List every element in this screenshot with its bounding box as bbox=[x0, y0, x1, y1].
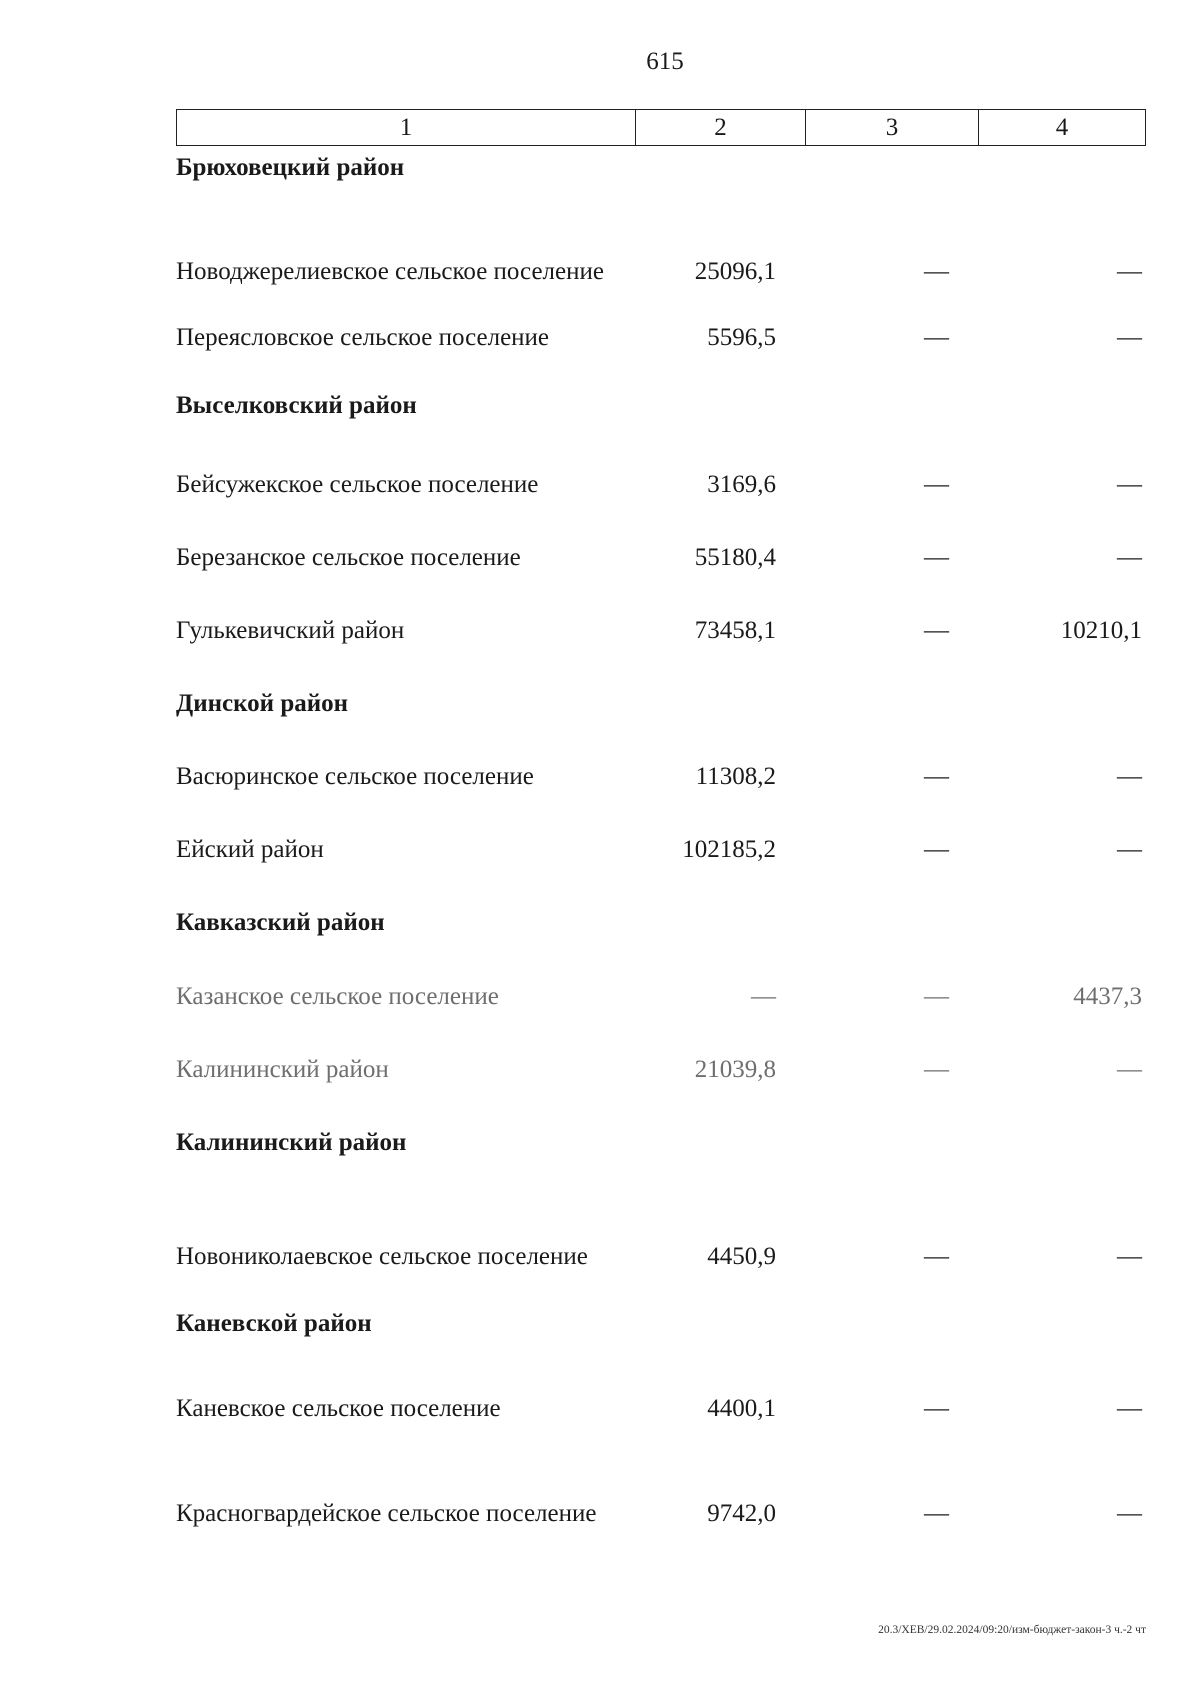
row-name: Новониколаевское сельское поселение bbox=[176, 1243, 588, 1270]
row-value-col4: — bbox=[1117, 324, 1142, 351]
row-value-col3: — bbox=[924, 1243, 949, 1270]
row-value-col2: 55180,4 bbox=[694, 544, 776, 571]
row-name: Новоджерелиевское сельское поселение bbox=[176, 258, 604, 285]
row-value-col4: — bbox=[1117, 1056, 1142, 1083]
table-row bbox=[176, 1466, 1146, 1530]
row-value-col3: — bbox=[924, 324, 949, 351]
table-row bbox=[176, 834, 1146, 866]
row-name: Красногвардейское сельское поселение bbox=[176, 1500, 597, 1527]
table-row bbox=[176, 542, 1146, 574]
row-value-col2: 5596,5 bbox=[707, 324, 776, 351]
row-value-col3: — bbox=[924, 471, 949, 498]
row-name: Гулькевичский район bbox=[176, 617, 405, 644]
district-heading: Динской район bbox=[176, 690, 349, 717]
row-name: Ейский район bbox=[176, 836, 324, 863]
district-heading: Калининский район bbox=[176, 1129, 407, 1156]
row-value-col2: 9742,0 bbox=[707, 1500, 776, 1527]
table-row bbox=[176, 224, 1146, 288]
district-heading: Выселковский район bbox=[176, 392, 417, 419]
column-header-3: 3 bbox=[805, 110, 978, 145]
row-name: Березанское сельское поселение bbox=[176, 544, 521, 571]
district-heading: Кавказский район bbox=[176, 909, 385, 936]
row-value-col2: 73458,1 bbox=[694, 617, 776, 644]
district-heading: Каневской район bbox=[176, 1310, 372, 1337]
row-name: Переясловское сельское поселение bbox=[176, 324, 550, 351]
row-value-col2: 4400,1 bbox=[707, 1395, 776, 1422]
row-value-col4: — bbox=[1117, 258, 1142, 285]
row-value-col4: — bbox=[1117, 1243, 1142, 1270]
table-row bbox=[176, 615, 1146, 647]
row-value-col4: — bbox=[1117, 763, 1142, 790]
row-value-col2: 102185,2 bbox=[682, 836, 776, 863]
row-name: Казанское сельское поселение bbox=[176, 983, 499, 1010]
row-value-col4: — bbox=[1117, 471, 1142, 498]
table-row bbox=[176, 469, 1146, 501]
row-value-col2: 21039,8 bbox=[694, 1056, 776, 1083]
table-row bbox=[176, 1393, 1146, 1425]
row-value-col4: — bbox=[1117, 836, 1142, 863]
table-row bbox=[176, 322, 1146, 354]
row-value-col3: — bbox=[924, 763, 949, 790]
row-value-col2: — bbox=[751, 983, 776, 1010]
table-row bbox=[176, 1209, 1146, 1273]
row-value-col3: — bbox=[924, 983, 949, 1010]
column-header-2: 2 bbox=[635, 110, 805, 145]
row-value-col4: — bbox=[1117, 1500, 1142, 1527]
row-value-col4: 10210,1 bbox=[1060, 617, 1142, 644]
table-row bbox=[176, 981, 1146, 1013]
column-header-1: 1 bbox=[399, 113, 413, 141]
row-name: Васюринское сельское поселение bbox=[176, 763, 534, 790]
row-name: Бейсужекское сельское поселение bbox=[176, 471, 539, 498]
row-value-col2: 3169,6 bbox=[707, 471, 776, 498]
row-value-col3: — bbox=[924, 1395, 949, 1422]
row-value-col3: — bbox=[924, 617, 949, 644]
row-value-col3: — bbox=[924, 258, 949, 285]
row-value-col3: — bbox=[924, 836, 949, 863]
row-value-col3: — bbox=[924, 1056, 949, 1083]
row-value-col2: 25096,1 bbox=[694, 258, 776, 285]
column-header-4: 4 bbox=[978, 110, 1145, 145]
row-name: Каневское сельское поселение bbox=[176, 1395, 501, 1422]
table-column-header bbox=[176, 109, 1146, 146]
row-value-col3: — bbox=[924, 1500, 949, 1527]
table-row bbox=[176, 1054, 1146, 1086]
footer-document-code: 20.3/ХЕВ/29.02.2024/09:20/изм-бюджет-закон-3 ч.-2 чт bbox=[878, 1624, 1146, 1636]
row-value-col4: 4437,3 bbox=[1073, 983, 1142, 1010]
page-number: 615 bbox=[646, 48, 684, 75]
row-value-col4: — bbox=[1117, 1395, 1142, 1422]
row-value-col4: — bbox=[1117, 544, 1142, 571]
row-value-col3: — bbox=[924, 544, 949, 571]
row-name: Калининский район bbox=[176, 1056, 389, 1083]
table-row bbox=[176, 761, 1146, 793]
district-heading: Брюховецкий район bbox=[176, 154, 405, 181]
row-value-col2: 11308,2 bbox=[695, 763, 776, 790]
row-value-col2: 4450,9 bbox=[707, 1243, 776, 1270]
